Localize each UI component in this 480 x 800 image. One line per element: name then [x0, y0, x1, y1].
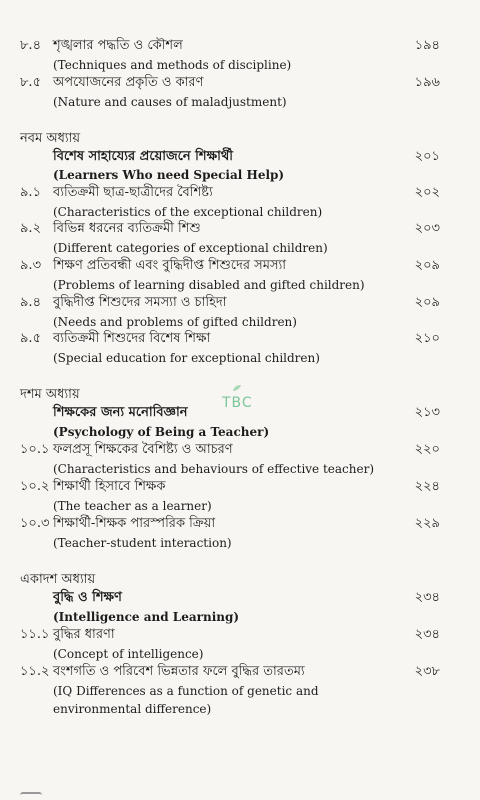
chapter-title-english: (Learners Who need Special Help) — [53, 168, 285, 182]
toc-entry-9-3 — [0, 256, 480, 276]
entry-title-english: (The teacher as a learner) — [53, 499, 212, 513]
toc-entry-9-5 — [0, 329, 480, 349]
watermark-logo: TBC — [222, 395, 253, 411]
entry-title-english: (Characteristics and behaviours of effective teacher) — [53, 462, 375, 476]
entry-number: ১০.২ — [20, 479, 50, 494]
entry-title-bengali: শিক্ষার্থী হিসাবে শিক্ষক — [53, 479, 166, 494]
entry-title-bengali: ব্যতিক্রমী শিশুদের বিশেষ শিক্ষা — [53, 331, 211, 346]
entry-page-number: ১৯৬ — [414, 75, 440, 90]
entry-title-english: (Nature and causes of maladjustment) — [53, 95, 287, 109]
chapter-title-bengali: বুদ্ধি ও শিক্ষণ — [53, 590, 122, 605]
entry-number: ৯.৪ — [20, 295, 42, 310]
entry-title-bengali: বংশগতি ও পরিবেশ ভিন্নতার ফলে বুদ্ধির তারতম্য — [53, 664, 305, 679]
entry-page-number: ১৯৪ — [414, 38, 440, 53]
chapter-page-number: ২১৩ — [414, 405, 440, 420]
entry-title-bengali: ব্যতিক্রমী ছাত্র-ছাত্রীদের বৈশিষ্ট্য — [53, 185, 213, 200]
entry-title-bengali: শৃঙ্খলার পদ্ধতি ও কৌশল — [53, 38, 183, 53]
entry-title-english: (Teacher-student interaction) — [53, 536, 232, 550]
chapter-page-number: ২০১ — [414, 149, 440, 164]
entry-title-bengali: শিক্ষার্থী-শিক্ষক পারস্পরিক ক্রিয়া — [53, 516, 216, 531]
entry-title-english: (Concept of intelligence) — [53, 647, 204, 661]
entry-title-bengali: ফলপ্রসূ শিক্ষকের বৈশিষ্ট্য ও আচরণ — [53, 442, 233, 457]
toc-entry-8-4 — [0, 36, 480, 56]
chapter-title-9 — [0, 147, 480, 167]
watermark-leaf-icon — [232, 384, 242, 392]
entry-number: ৯.২ — [20, 221, 42, 236]
entry-number: ৯.৫ — [20, 331, 42, 346]
chapter-label: একাদশ অধ্যায় — [20, 572, 96, 587]
entry-number: ৮.৪ — [20, 38, 42, 53]
entry-page-number: ২২৪ — [414, 479, 440, 494]
entry-page-number: ২১০ — [414, 331, 440, 346]
entry-number: ১১.২ — [20, 664, 50, 679]
entry-page-number: ২০৯ — [414, 258, 440, 273]
chapter-heading-9 — [0, 129, 480, 149]
entry-number: ৮.৫ — [20, 75, 42, 90]
entry-number: ৯.১ — [20, 185, 42, 200]
page-edge-mark — [20, 792, 42, 798]
toc-entry-10-3 — [0, 514, 480, 534]
entry-title-english: (IQ Differences as a function of genetic and environmental difference) — [53, 684, 319, 716]
toc-entry-9-2 — [0, 219, 480, 239]
chapter-heading-11 — [0, 570, 480, 590]
entry-page-number: ২০৩ — [414, 221, 440, 236]
entry-page-number: ২২৯ — [414, 516, 440, 531]
chapter-title-bengali: শিক্ষকের জন্য মনোবিজ্ঞান — [53, 405, 188, 420]
toc-entry-10-2 — [0, 477, 480, 497]
toc-entry-11-2 — [0, 662, 480, 682]
chapter-title-11 — [0, 588, 480, 608]
entry-title-english: (Special education for exceptional children) — [53, 351, 320, 365]
entry-page-number: ২০২ — [414, 185, 440, 200]
entry-title-bengali: বিভিন্ন ধরনের ব্যতিক্রমী শিশু — [53, 221, 201, 236]
entry-title-bengali: অপযোজনের প্রকৃতি ও কারণ — [53, 75, 204, 90]
toc-entry-9-1 — [0, 183, 480, 203]
entry-number: ১১.১ — [20, 627, 50, 642]
entry-page-number: ২৩৪ — [414, 627, 440, 642]
toc-entry-10-1 — [0, 440, 480, 460]
chapter-title-english: (Psychology of Being a Teacher) — [53, 425, 270, 439]
toc-entry-8-5 — [0, 73, 480, 93]
chapter-title-english: (Intelligence and Learning) — [53, 610, 240, 624]
entry-page-number: ২২০ — [414, 442, 440, 457]
chapter-label: নবম অধ্যায় — [20, 131, 81, 146]
entry-title-bengali: বুদ্ধিদীপ্ত শিশুদের সমস্যা ও চাহিদা — [53, 295, 227, 310]
entry-title-english: (Characteristics of the exceptional children) — [53, 205, 323, 219]
toc-entry-11-1 — [0, 625, 480, 645]
chapter-page-number: ২৩৪ — [414, 590, 440, 605]
entry-title-english: (Needs and problems of gifted children) — [53, 315, 297, 329]
chapter-title-bengali: বিশেষ সাহায্যের প্রয়োজনে শিক্ষার্থী — [53, 149, 234, 164]
entry-number: ৯.৩ — [20, 258, 42, 273]
chapter-label: দশম অধ্যায় — [20, 387, 80, 402]
toc-entry-9-4 — [0, 293, 480, 313]
entry-title-english: (Problems of learning disabled and gifted children) — [53, 278, 365, 292]
entry-page-number: ২৩৮ — [414, 664, 440, 679]
entry-title-english: (Techniques and methods of discipline) — [53, 58, 292, 72]
entry-number: ১০.১ — [20, 442, 50, 457]
entry-number: ১০.৩ — [20, 516, 50, 531]
entry-title-bengali: শিক্ষণ প্রতিবন্ধী এবং বুদ্ধিদীপ্ত শিশুদের সমস্যা — [53, 258, 287, 273]
entry-title-bengali: বুদ্ধির ধারণা — [53, 627, 115, 642]
entry-page-number: ২০৯ — [414, 295, 440, 310]
entry-title-english: (Different categories of exceptional children) — [53, 241, 328, 255]
